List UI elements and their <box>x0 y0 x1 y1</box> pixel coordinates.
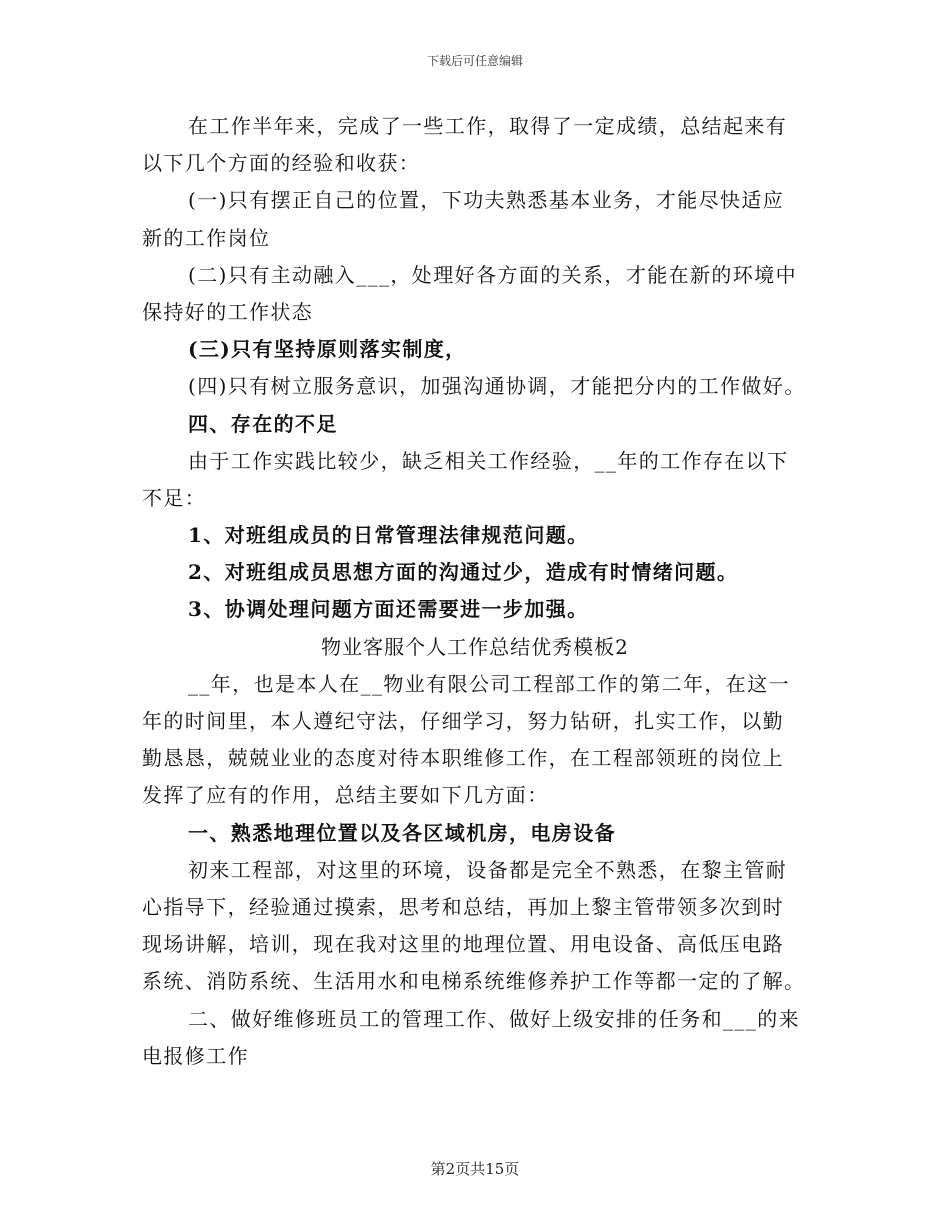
paragraph-line: (一)只有摆正自己的位置，下功夫熟悉基本业务，才能尽快适应 <box>188 188 785 213</box>
list-item: 3、协调处理问题方面还需要进一步加强。 <box>188 597 589 622</box>
document-title: 物业客服个人工作总结优秀模板2 <box>321 634 629 659</box>
section-heading: 一、熟悉地理位置以及各区域机房，电房设备 <box>188 820 616 845</box>
section-heading: 四、存在的不足 <box>188 411 338 436</box>
paragraph-line-bold: (三)只有坚持原则落实制度， <box>188 337 467 362</box>
paragraph-line: 心指导下，经验通过摸索，思考和总结，再加上黎主管带领多次到时 <box>142 894 784 919</box>
paragraph-line: 不足： <box>142 485 207 510</box>
paragraph-line: 系统、消防系统、生活用水和电梯系统维修养护工作等都一定的了解。 <box>142 969 806 994</box>
paragraph-line: 二、做好维修班员工的管理工作、做好上级安排的任务和___的来 <box>188 1006 800 1031</box>
document-body <box>142 108 808 1075</box>
page-footer: 第2页共15页 <box>430 1160 520 1178</box>
paragraph-line: 发挥了应有的作用，总结主要如下几方面： <box>142 783 549 808</box>
list-item: 1、对班组成员的日常管理法律规范问题。 <box>188 523 589 548</box>
paragraph-line: (四)只有树立服务意识，加强沟通协调，才能把分内的工作做好。 <box>188 374 806 399</box>
paragraph-line: 电报修工作 <box>142 1043 249 1068</box>
paragraph-line: (二)只有主动融入___，处理好各方面的关系，才能在新的环境中 <box>188 262 798 287</box>
paragraph-line: 勤恳恳，兢兢业业的态度对待本职维修工作，在工程部领班的岗位上 <box>142 746 784 771</box>
paragraph-line: 以下几个方面的经验和收获： <box>142 151 421 176</box>
paragraph-line: 年的时间里，本人遵纪守法，仔细学习，努力钻研，扎实工作，以勤 <box>142 709 784 733</box>
paragraph-line: 保持好的工作状态 <box>142 299 314 324</box>
paragraph-line: 初来工程部，对这里的环境，设备都是完全不熟悉，在黎主管耐 <box>188 857 788 882</box>
paragraph-line: 在工作半年来，完成了一些工作，取得了一定成绩，总结起来有 <box>188 114 788 138</box>
paragraph-line: __年，也是本人在__物业有限公司工程部工作的第二年，在这一 <box>188 671 790 696</box>
page-header: 下载后可任意编辑 <box>426 54 523 68</box>
paragraph-line: 现场讲解，培训，现在我对这里的地理位置、用电设备、高低压电路 <box>142 932 784 957</box>
paragraph-line: 新的工作岗位 <box>142 225 271 250</box>
list-item: 2、对班组成员思想方面的沟通过少，造成有时情绪问题。 <box>188 560 739 585</box>
paragraph-line: 由于工作实践比较少，缺乏相关工作经验，__年的工作存在以下 <box>188 448 789 473</box>
